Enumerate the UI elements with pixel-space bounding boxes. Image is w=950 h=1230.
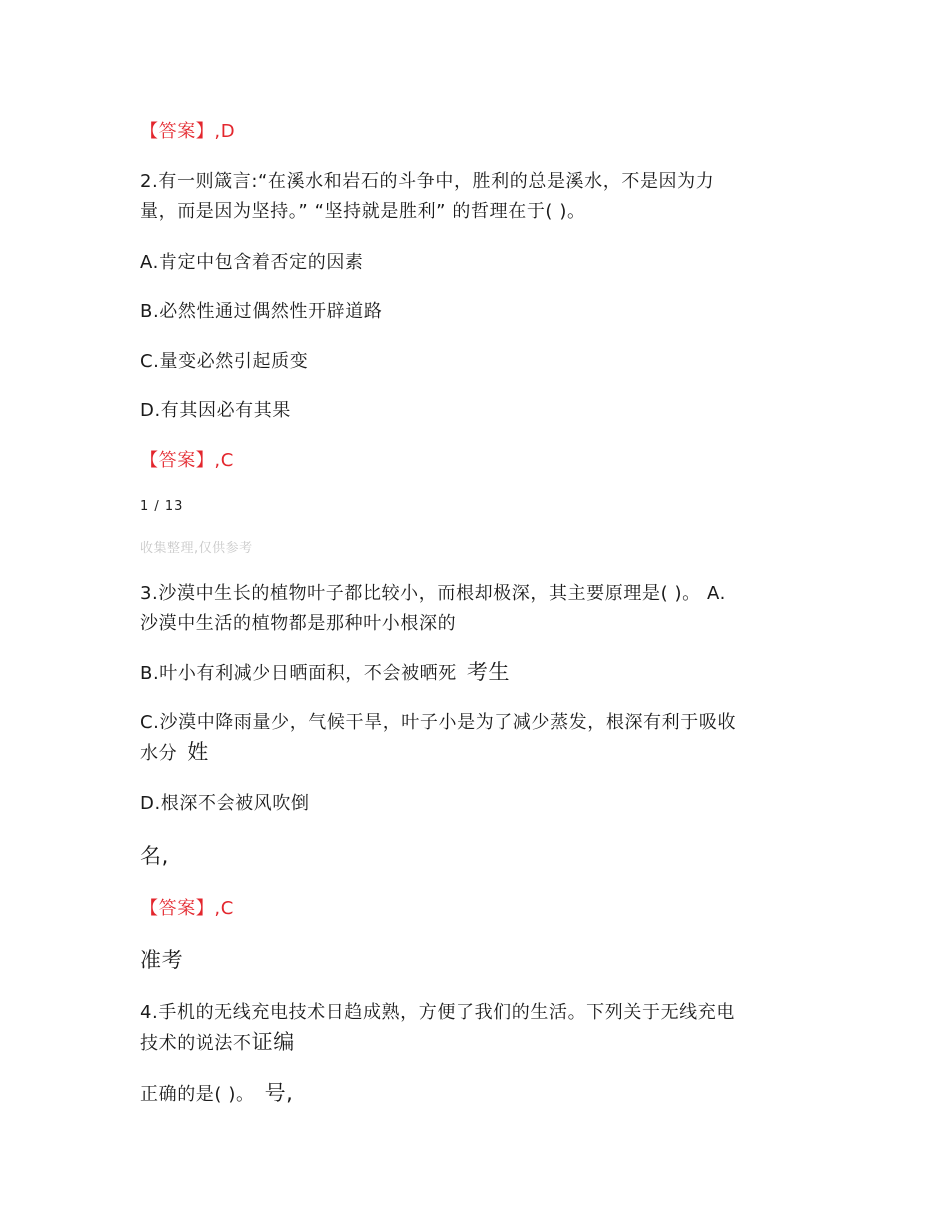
side-label-zhunkao: 准考 <box>140 948 184 972</box>
question-3-stem-line-2: 沙漠中生活的植物都是那种叶小根深的 <box>140 613 457 634</box>
question-3-stem-line-1: 3.沙漠中生长的植物叶子都比较小，而根却极深，其主要原理是( )。 A. <box>140 583 726 604</box>
question-2-option-c: C.量变必然引起质变 <box>140 351 309 372</box>
question-3-option-c-line-2-text: 水分 <box>140 743 178 764</box>
question-4-stem-line-1: 4.手机的无线充电技术日趋成熟，方便了我们的生活。下列关于无线充电 <box>140 1002 735 1023</box>
watermark-text: 收集整理,仅供参考 <box>140 541 253 556</box>
question-4-stem-line-2 <box>140 1028 295 1058</box>
question-2-option-a: A.肯定中包含着否定的因素 <box>140 252 364 273</box>
page-number: 1 / 13 <box>140 499 184 514</box>
question-3-option-c-line-1: C.沙漠中降雨量少，气候干旱，叶子小是为了减少蒸发，根深有利于吸收 <box>140 712 737 733</box>
side-label-ming: 名, <box>140 844 169 868</box>
question-4-stem-line-2-text: 技术的说法不 <box>140 1033 252 1054</box>
side-label-zhengbian: 证编 <box>251 1030 295 1054</box>
question-3-option-b-text: B.叶小有利减少日晒面积，不会被晒死 <box>140 663 457 684</box>
question-2-option-b: B.必然性通过偶然性开辟道路 <box>140 301 383 322</box>
side-label-kaosheng: 考生 <box>466 660 511 684</box>
question-2-stem-line-2: 量，而是因为坚持。” “坚持就是胜利” 的哲理在于( )。 <box>140 201 586 222</box>
question-3-option-b <box>140 658 510 688</box>
question-2-stem-line-1: 2.有一则箴言:“在溪水和岩石的斗争中，胜利的总是溪水，不是因为力 <box>140 171 715 192</box>
question-4-stem-line-3-text: 正确的是( )。 <box>140 1084 255 1105</box>
question-3-option-d: D.根深不会被风吹倒 <box>140 793 310 814</box>
side-label-hao: 号, <box>264 1081 294 1105</box>
question-4-stem-line-3 <box>140 1079 293 1109</box>
answer-q2: 【答案】,C <box>140 450 234 471</box>
side-label-xing: 姓 <box>187 740 209 764</box>
answer-q1: 【答案】,D <box>140 121 236 142</box>
answer-q3: 【答案】,C <box>140 898 234 919</box>
question-3-option-c-line-2 <box>140 738 209 768</box>
question-2-option-d: D.有其因必有其果 <box>140 400 291 421</box>
